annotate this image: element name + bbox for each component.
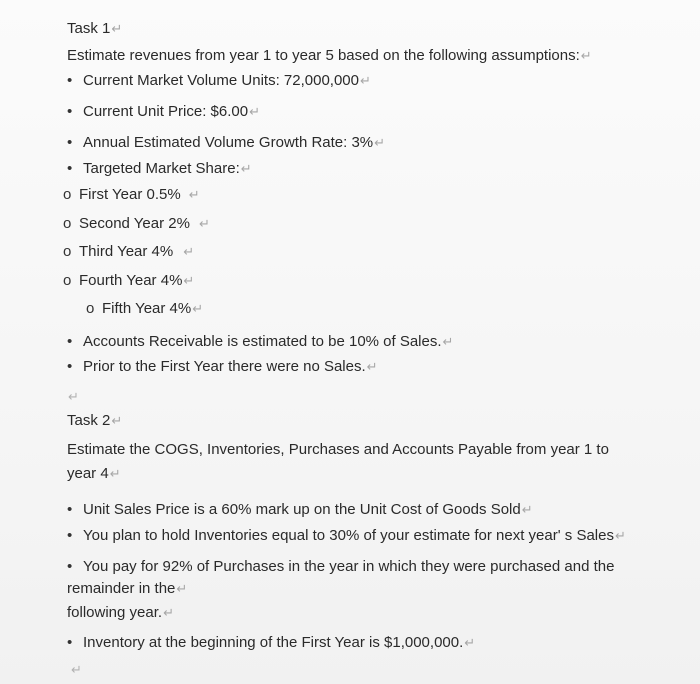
return-mark-icon: ↵ (366, 359, 378, 374)
blank-line-return-mark-icon: ↵ (68, 389, 79, 404)
bullet-icon: • (67, 527, 73, 544)
end-return-mark-icon: ↵ (71, 662, 82, 677)
return-mark-icon: ↵ (188, 187, 200, 202)
return-mark-icon: ↵ (183, 273, 195, 288)
bullet-text: Accounts Receivable is estimated to be 10% of Sales. (83, 333, 442, 350)
bullet-text: You plan to hold Inventories equal to 30% of your estimate for next year' s Sales (83, 527, 614, 544)
return-mark-icon: ↵ (111, 413, 123, 428)
task-1-bullet-accounts-receivable (67, 333, 453, 351)
bullet-text: Current Market Volume Units: 72,000,000 (83, 72, 359, 89)
task-2-intro-line-2 (67, 465, 121, 483)
sub-bullet-icon: o (63, 215, 72, 232)
sub-bullet-icon: o (63, 272, 72, 289)
return-mark-icon: ↵ (249, 104, 260, 119)
sub-bullet-icon: o (63, 186, 72, 203)
sub-bullet-icon: o (63, 243, 72, 260)
subitem-text: Third Year 4% (79, 243, 174, 260)
sub-bullet-icon: o (86, 300, 95, 317)
task-1-subitem-year-4 (63, 272, 194, 290)
bullet-text: Inventory at the beginning of the First Year is $1,000,000. (83, 634, 464, 651)
return-mark-icon: ↵ (614, 528, 626, 543)
task-2-title (67, 412, 122, 430)
bullet-text: Prior to the First Year there were no Sales. (83, 358, 366, 375)
return-mark-icon: ↵ (183, 244, 195, 259)
task-1-bullet-growth-rate (67, 134, 385, 152)
subitem-text: Second Year 2% (79, 215, 190, 232)
task-1-intro (67, 47, 592, 65)
return-mark-icon: ↵ (163, 605, 174, 620)
bullet-icon: • (67, 103, 73, 120)
return-mark-icon: ↵ (359, 73, 371, 88)
subitem-text: First Year 0.5% (79, 186, 181, 203)
task-2-intro-line-2-text: year 4 (67, 465, 109, 482)
task-1-subitem-year-2 (63, 215, 210, 233)
return-mark-icon: ↵ (198, 216, 210, 231)
task-2-title-text: Task 2 (67, 412, 111, 429)
return-mark-icon: ↵ (521, 502, 533, 517)
bullet-text: following year. (67, 604, 163, 621)
return-mark-icon: ↵ (109, 466, 121, 481)
task-1-intro-text: Estimate revenues from year 1 to year 5 based on the following assumptions: (67, 47, 580, 64)
task-1-subitem-year-5 (86, 300, 203, 318)
bullet-text: Annual Estimated Volume Growth Rate: 3% (83, 134, 374, 151)
bullet-text: Unit Sales Price is a 60% mark up on the Unit Cost of Goods Sold (83, 501, 521, 518)
return-mark-icon: ↵ (580, 48, 592, 63)
bullet-icon: • (67, 634, 73, 651)
bullet-icon: • (67, 558, 73, 575)
task-1-bullet-market-share (67, 160, 252, 178)
return-mark-icon: ↵ (442, 334, 454, 349)
subitem-text: Fifth Year 4% (102, 300, 192, 317)
task-1-bullet-unit-price (67, 103, 260, 121)
bullet-icon: • (67, 134, 73, 151)
task-2-intro-line-1-text: Estimate the COGS, Inventories, Purchases and Accounts Payable from year 1 to (67, 441, 609, 458)
return-mark-icon: ↵ (240, 161, 252, 176)
bullet-text: You pay for 92% of Purchases in the year in which they were purchased and the (83, 558, 615, 575)
return-mark-icon: ↵ (374, 135, 386, 150)
task-1-subitem-year-3 (63, 243, 194, 261)
task-2-intro-line-1 (67, 441, 609, 459)
task-2-bullet-purchases-line-3 (67, 604, 174, 622)
bullet-icon: • (67, 160, 73, 177)
task-1-title-text: Task 1 (67, 20, 111, 37)
bullet-icon: • (67, 333, 73, 350)
task-2-bullet-inventory-hold (67, 527, 626, 545)
bullet-text: remainder in the (67, 580, 176, 597)
task-1-bullet-market-volume (67, 72, 371, 90)
return-mark-icon: ↵ (464, 635, 476, 650)
task-2-bullet-inventory-begin (67, 634, 475, 652)
task-2-bullet-purchases-line-1 (67, 558, 614, 576)
return-mark-icon: ↵ (176, 581, 188, 596)
task-2-bullet-markup (67, 501, 533, 519)
bullet-icon: • (67, 501, 73, 518)
task-1-subitem-year-1 (63, 186, 200, 204)
bullet-icon: • (67, 358, 73, 375)
return-mark-icon: ↵ (192, 301, 204, 316)
bullet-text: Current Unit Price: $6.00 (83, 103, 249, 120)
subitem-text: Fourth Year 4% (79, 272, 183, 289)
task-2-bullet-purchases-line-2 (67, 580, 187, 598)
bullet-text: Targeted Market Share: (83, 160, 240, 177)
task-1-bullet-prior-sales (67, 358, 378, 376)
bullet-icon: • (67, 72, 73, 89)
task-1-title (67, 20, 122, 38)
return-mark-icon: ↵ (111, 21, 123, 36)
